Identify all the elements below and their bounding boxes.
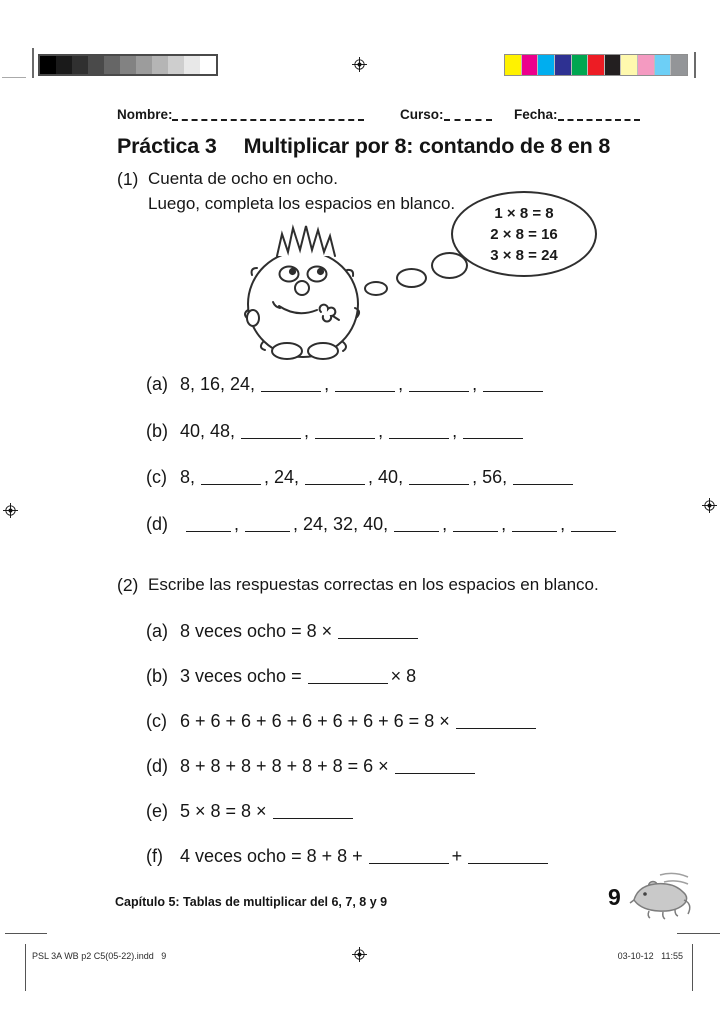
answer-blank[interactable] [335, 380, 395, 392]
crop-mark [32, 48, 34, 78]
question-1-instruction-line2: Luego, completa los espacios en blanco. [148, 194, 456, 213]
row-label: (a) [146, 621, 168, 641]
answer-blank[interactable] [456, 717, 536, 729]
row-text: , [234, 513, 240, 534]
row-label: (b) [146, 420, 168, 441]
color-swatch [505, 55, 522, 75]
registration-mark-icon [3, 503, 18, 518]
chapter-footer: Capítulo 5: Tablas de multiplicar del 6, 7, 8 y 9 [115, 895, 388, 909]
mascot-illustration [243, 220, 371, 362]
color-swatch [588, 55, 605, 75]
answer-blank[interactable] [389, 427, 449, 439]
exercise-row [146, 846, 691, 867]
color-swatch [572, 55, 589, 75]
registration-mark-icon [702, 498, 717, 513]
exercise-row [146, 421, 691, 442]
thought-equation: 3 × 8 = 24 [490, 246, 558, 264]
color-swatch [605, 55, 622, 75]
answer-blank[interactable] [394, 520, 439, 532]
row-text: , [304, 420, 310, 441]
thought-equation: 1 × 8 = 8 [494, 204, 554, 222]
answer-blank[interactable] [395, 762, 475, 774]
exercise-row [146, 467, 691, 488]
crop-mark [5, 933, 47, 934]
color-swatch [555, 55, 572, 75]
answer-blank[interactable] [241, 427, 301, 439]
row-text: 3 veces ocho = [180, 666, 302, 686]
row-label: (c) [146, 711, 167, 731]
answer-blank[interactable] [186, 520, 231, 532]
print-datetime: 03-10-12 11:55 [617, 951, 683, 961]
answer-blank[interactable] [245, 520, 290, 532]
row-text: , [472, 374, 478, 394]
q2-rows [146, 621, 691, 891]
row-text: , 56, [472, 467, 508, 487]
row-text: 8, [180, 467, 196, 487]
registration-mark-icon [352, 947, 367, 962]
row-text: , [452, 420, 458, 441]
row-text: , 24, 32, 40, [293, 513, 389, 534]
registration-mark-icon [352, 57, 367, 72]
exercise-row [146, 374, 691, 395]
print-file-info: PSL 3A WB p2 C5(05-22).indd 9 [32, 951, 167, 961]
answer-blank[interactable] [315, 427, 375, 439]
color-swatch [671, 55, 687, 75]
crosshair-icon [352, 947, 367, 962]
question-2-number: (2) [117, 575, 139, 595]
gray-swatch [184, 56, 200, 74]
crop-mark [25, 944, 26, 991]
page-title [117, 134, 610, 159]
course-field-line[interactable] [444, 107, 492, 121]
name-field-label: Nombre: [117, 107, 173, 122]
crop-mark [694, 52, 696, 78]
row-label: (c) [146, 467, 167, 487]
row-text: , [378, 420, 384, 441]
exercise-row [146, 756, 691, 777]
crop-mark [2, 77, 26, 78]
row-text: , [324, 374, 330, 394]
gray-swatch [120, 56, 136, 74]
answer-blank[interactable] [305, 473, 365, 485]
gray-swatch [88, 56, 104, 74]
row-label: (a) [146, 374, 168, 394]
exercise-row [146, 621, 691, 642]
row-text: 8 veces ocho = 8 × [180, 621, 333, 641]
row-label: (b) [146, 666, 168, 686]
answer-blank[interactable] [463, 427, 523, 439]
q1-rows [146, 374, 691, 560]
gray-swatch [152, 56, 168, 74]
page-number: 9 [608, 884, 621, 910]
thought-bubble [451, 191, 597, 277]
answer-blank[interactable] [571, 520, 616, 532]
color-swatch [655, 55, 672, 75]
row-text: × 8 [390, 666, 417, 686]
thought-bubble-trail [396, 268, 427, 288]
thought-equation: 2 × 8 = 16 [490, 225, 558, 243]
crop-mark [692, 944, 693, 991]
date-field-line[interactable] [558, 107, 640, 121]
gray-swatch [56, 56, 72, 74]
answer-blank[interactable] [468, 852, 548, 864]
practice-title: Multiplicar por 8: contando de 8 en 8 [243, 134, 611, 158]
answer-blank[interactable] [201, 473, 261, 485]
running-mouse-icon [628, 869, 694, 921]
answer-blank[interactable] [369, 852, 449, 864]
color-swatch [638, 55, 655, 75]
answer-blank[interactable] [483, 380, 543, 392]
gray-swatch [168, 56, 184, 74]
answer-blank[interactable] [338, 627, 418, 639]
row-label: (d) [146, 756, 168, 776]
gray-swatch [104, 56, 120, 74]
exercise-row [146, 514, 691, 535]
row-text: 40, 48, [180, 420, 236, 441]
name-field-line[interactable] [172, 107, 364, 121]
grayscale-calibration-bar [38, 54, 218, 76]
date-field-label: Fecha: [514, 107, 558, 122]
exercise-row [146, 801, 691, 822]
row-text: , 40, [368, 467, 404, 487]
gray-swatch [200, 56, 216, 74]
crosshair-icon [352, 57, 367, 72]
row-text: , 24, [264, 467, 300, 487]
row-text: 5 × 8 = 8 × [180, 801, 267, 821]
exercise-row [146, 666, 691, 687]
answer-blank[interactable] [512, 520, 557, 532]
color-calibration-bar [504, 54, 688, 76]
exercise-row [146, 711, 691, 732]
row-text: , [398, 374, 404, 394]
answer-blank[interactable] [308, 672, 388, 684]
row-text: 8, 16, 24, [180, 374, 256, 394]
gray-swatch [72, 56, 88, 74]
answer-blank[interactable] [453, 520, 498, 532]
color-swatch [621, 55, 638, 75]
row-text: , [501, 513, 507, 534]
answer-blank[interactable] [513, 473, 573, 485]
row-label: (f) [146, 846, 163, 866]
color-swatch [538, 55, 555, 75]
answer-blank[interactable] [273, 807, 353, 819]
answer-blank[interactable] [409, 473, 469, 485]
answer-blank[interactable] [261, 380, 321, 392]
row-label: (e) [146, 801, 168, 821]
row-text: 6 + 6 + 6 + 6 + 6 + 6 + 6 + 6 = 8 × [180, 711, 450, 731]
row-label: (d) [146, 513, 168, 534]
crop-mark [677, 933, 720, 934]
gray-swatch [136, 56, 152, 74]
question-1-instruction-line1: Cuenta de ocho en ocho. [148, 169, 338, 188]
crosshair-icon [702, 498, 717, 513]
row-text: , [560, 513, 566, 534]
question-2-instruction: Escribe las respuestas correctas en los espacios en blanco. [148, 575, 599, 594]
answer-blank[interactable] [409, 380, 469, 392]
crosshair-icon [3, 503, 18, 518]
color-swatch [522, 55, 539, 75]
row-text: 8 + 8 + 8 + 8 + 8 + 8 = 6 × [180, 756, 389, 776]
course-field-label: Curso: [400, 107, 444, 122]
row-text: + [451, 846, 463, 866]
thought-bubble-trail [431, 252, 468, 279]
gray-swatch [40, 56, 56, 74]
practice-number: Práctica 3 [117, 134, 217, 158]
question-1-number: (1) [117, 169, 139, 189]
fuzzy-monster-icon [243, 220, 371, 362]
footer-mascot [628, 869, 694, 921]
row-text: 4 veces ocho = 8 + 8 + [180, 846, 363, 866]
row-text: , [442, 513, 448, 534]
